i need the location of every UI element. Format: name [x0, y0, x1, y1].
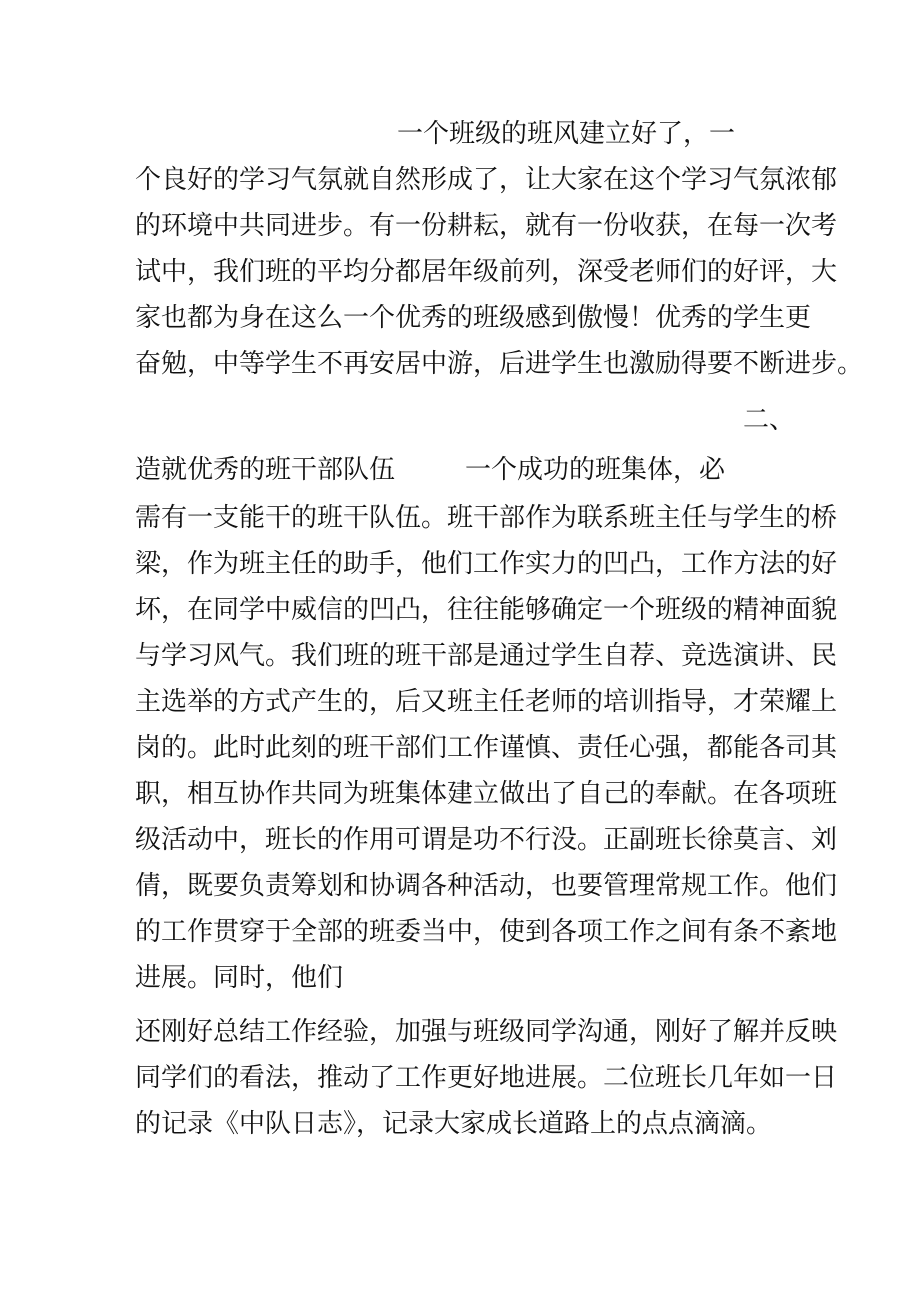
paragraph-line: 坏，在同学中威信的凹凸，往往能够确定一个班级的精神面貌 — [135, 595, 838, 625]
paragraph-line: 试中，我们班的平均分都居年级前列，深受老师们的好评，大 — [135, 257, 838, 287]
paragraph-line: 的记录《中队日志》，记录大家成长道路上的点点滴滴。 — [135, 1109, 773, 1139]
paragraph-line: 岗的。此时此刻的班干部们工作谨慎、责任心强，都能各司其 — [135, 733, 838, 763]
paragraph-line: 进展。同时，他们 — [135, 963, 344, 993]
paragraph-line: 与学习风气。我们班的班干部是通过学生自荐、竞选演讲、民 — [135, 641, 838, 671]
paragraph-line: 职，相互协作共同为班集体建立做出了自己的奉献。在各项班 — [135, 779, 838, 809]
section-heading-line — [135, 450, 795, 490]
paragraph-line: 梁，作为班主任的助手，他们工作实力的凹凸，工作方法的好 — [135, 549, 838, 579]
paragraph-line: 需有一支能干的班干队伍。班干部作为联系班主任与学生的桥 — [135, 503, 838, 533]
paragraph-line: 倩，既要负责筹划和协调各种活动，也要管理常规工作。他们 — [135, 871, 838, 901]
paragraph-line: 的环境中共同进步。有一份耕耘，就有一份收获，在每一次考 — [135, 211, 838, 241]
paragraph-line: 家也都为身在这么一个优秀的班级感到傲慢！优秀的学生更 — [135, 303, 812, 333]
paragraph-line: 同学们的看法，推动了工作更好地进展。二位班长几年如一日 — [135, 1063, 838, 1093]
paragraph-line: 个良好的学习气氛就自然形成了，让大家在这个学习气氛浓郁 — [135, 165, 838, 195]
paragraph-line: 一个班级的班风建立好了，一 — [397, 119, 736, 149]
paragraph-line: 还刚好总结工作经验，加强与班级同学沟通，刚好了解并反映 — [135, 1017, 838, 1047]
paragraph-line: 级活动中，班长的作用可谓是功不行没。正副班长徐莫言、刘 — [135, 825, 838, 855]
paragraph-line: 一个成功的班集体，必 — [465, 455, 726, 485]
section-number: 二、 — [742, 405, 795, 435]
paragraph-line: 主选举的方式产生的，后又班主任老师的培训指导，才荣耀上 — [135, 687, 838, 717]
section-heading: 造就优秀的班干部队伍 — [135, 455, 396, 485]
paragraph-line: 的工作贯穿于全部的班委当中，使到各项工作之间有条不紊地 — [135, 917, 838, 947]
paragraph-line: 奋勉，中等学生不再安居中游，后进学生也激励得要不断进步。 — [135, 349, 864, 379]
